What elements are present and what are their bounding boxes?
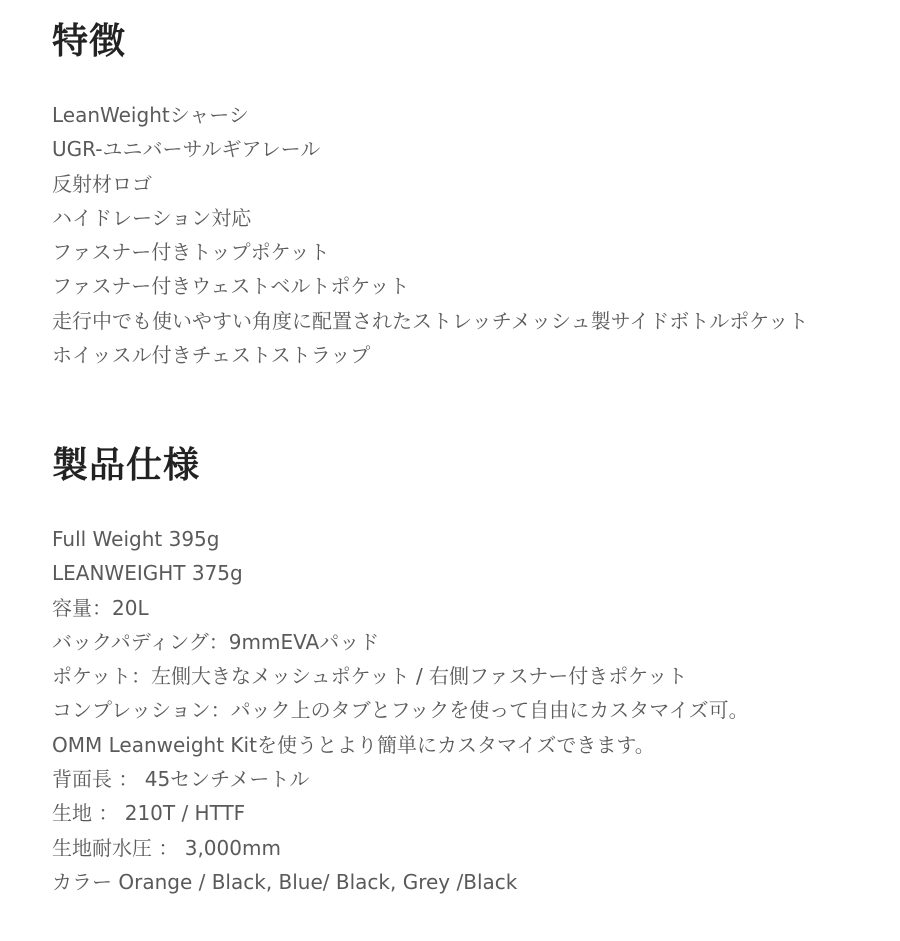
spec-item: 背面長 ： 45センチメートル [52, 767, 310, 792]
spec-item: 生地 ： 210T / HTTF [52, 801, 246, 826]
spec-item: ポケット：左側大きなメッシュポケット / 右側ファスナー付きポケット [52, 664, 688, 689]
spec-item: コンプレッション：パック上のタブとフックを使って自由にカスタマイズ可。 [52, 698, 749, 723]
spec-item: 容量：20L [52, 595, 149, 620]
features-list [52, 98, 842, 372]
spec-item: バックパディング：9mmEVAパッド [52, 629, 380, 654]
specs-list [52, 522, 842, 899]
feature-item: 走行中でも使いやすい角度に配置されたストレッチメッシュ製サイドボトルポケット [52, 308, 809, 333]
feature-item: LeanWeightシャーシ [52, 103, 249, 127]
feature-item: 反射材ロゴ [52, 171, 152, 196]
feature-item: ハイドレーション対応 [52, 205, 252, 230]
spec-item: 生地耐水圧 ： 3,000mm [52, 835, 281, 860]
spec-item: OMM Leanweight Kitを使うとより簡単にカスタマイズできます。 [52, 732, 655, 757]
feature-item: ホイッスル付きチェストストラップ [52, 343, 371, 368]
features-heading: 特徴 [52, 21, 127, 62]
spec-item: LEANWEIGHT 375g [52, 561, 243, 586]
spec-item: Full Weight 395g [52, 527, 220, 551]
feature-item: ファスナー付きトップポケット [52, 240, 330, 265]
feature-item: UGR-ユニバーサルギアレール [52, 137, 321, 162]
feature-item: ファスナー付きウェストベルトポケット [52, 274, 410, 299]
specs-heading: 製品仕様 [52, 445, 201, 486]
spec-item: カラー Orange / Black, Blue/ Black, Grey /Black [52, 869, 518, 894]
